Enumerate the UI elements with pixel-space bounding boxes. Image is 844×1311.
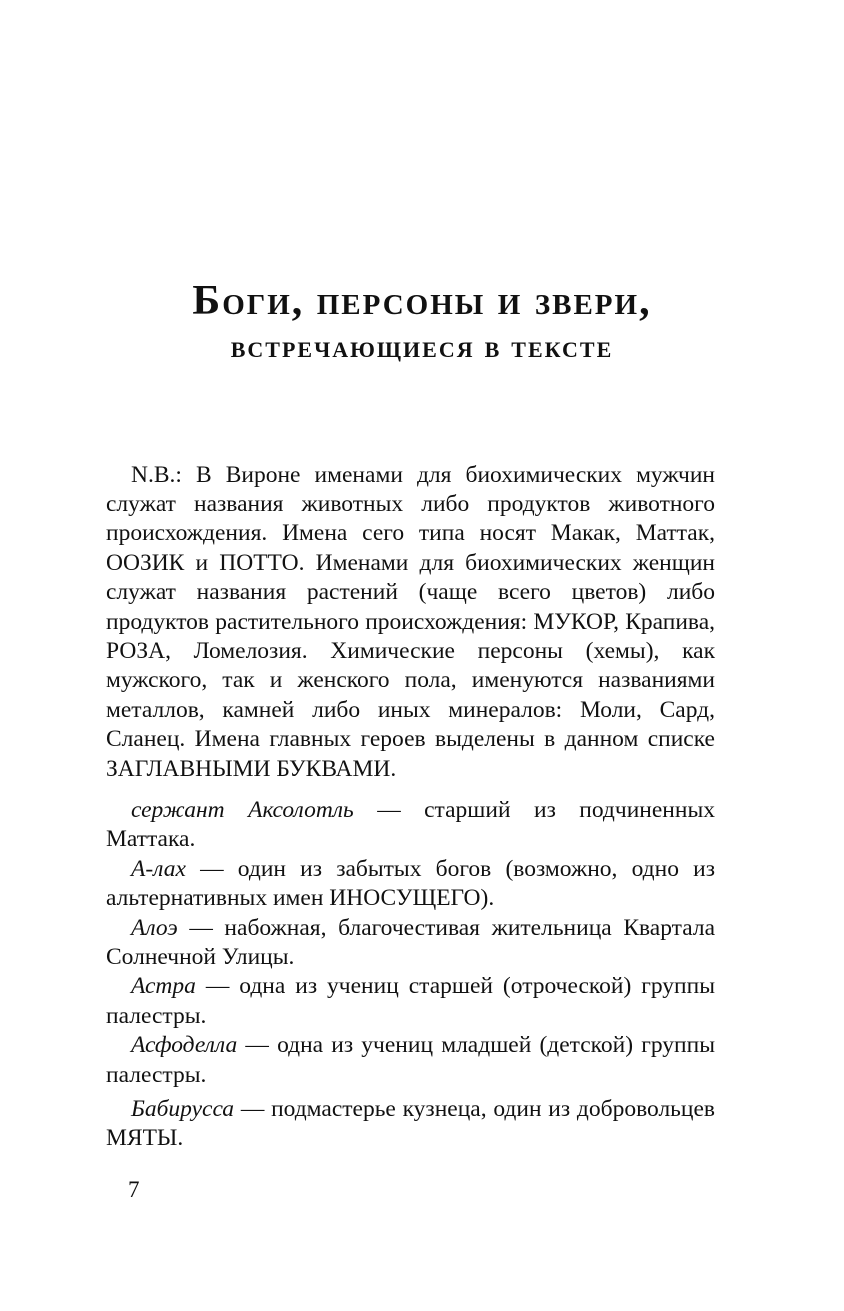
entry-term: Алоэ xyxy=(131,914,178,941)
intro-note-paragraph: N.B.: В Вироне именами для биохимических мужчин служат названия животных либо продуктов животного происхождения. Имена сего типа носят Макак, Маттак, ООЗИК и ПОТТО. Именами для биохимических женщин служат названия растений (чаще всего цветов) либо продуктов растительного происхождения: МУКОР, Крапива, РОЗА, Ломелозия. Химические персоны (хемы), как мужского, так и женского пола, именуются названиями металлов, камней либо иных минералов: Моли, Сард, Сланец. Имена главных героев выделены в данном списке ЗАГЛАВНЫМИ БУКВАМИ. xyxy=(106,461,715,782)
glossary-entry xyxy=(106,1031,715,1090)
entry-term: Астра xyxy=(131,973,196,1000)
glossary-entry xyxy=(106,914,715,973)
entry-description: — подмастерье кузнеца, один из добровольцев МЯТЫ. xyxy=(106,1096,715,1152)
glossary-entry xyxy=(106,855,715,914)
page-number: 7 xyxy=(128,1177,140,1202)
entry-description: — набожная, благочестивая жительница Квартала Солнечной Улицы. xyxy=(106,914,715,971)
glossary-section-b xyxy=(106,1095,715,1154)
glossary-entry xyxy=(106,972,715,1031)
entry-description: — одна из учениц старшей (отроческой) группы палестры. xyxy=(106,973,715,1029)
chapter-title-line-1: Боги, персоны и звери, xyxy=(192,278,652,324)
entry-term: сержант Аксолотль xyxy=(131,797,354,823)
entry-term: А-лах xyxy=(131,855,186,882)
glossary-entry xyxy=(106,1095,715,1154)
entry-description: — старший из подчиненных Маттака. xyxy=(106,797,715,853)
glossary-entry xyxy=(106,796,715,855)
chapter-title-line-2: встречающиеся в тексте xyxy=(230,328,614,364)
glossary-section-a xyxy=(106,796,715,1090)
entry-term: Бабирусса xyxy=(131,1096,235,1122)
entry-description: — один из забытых богов (возможно, одно из альтернативных имен ИНОСУЩЕГО). xyxy=(106,855,715,912)
entry-term: Асфоделла xyxy=(131,1032,238,1059)
entry-description: — одна из учениц младшей (детской) группы палестры. xyxy=(106,1032,715,1088)
